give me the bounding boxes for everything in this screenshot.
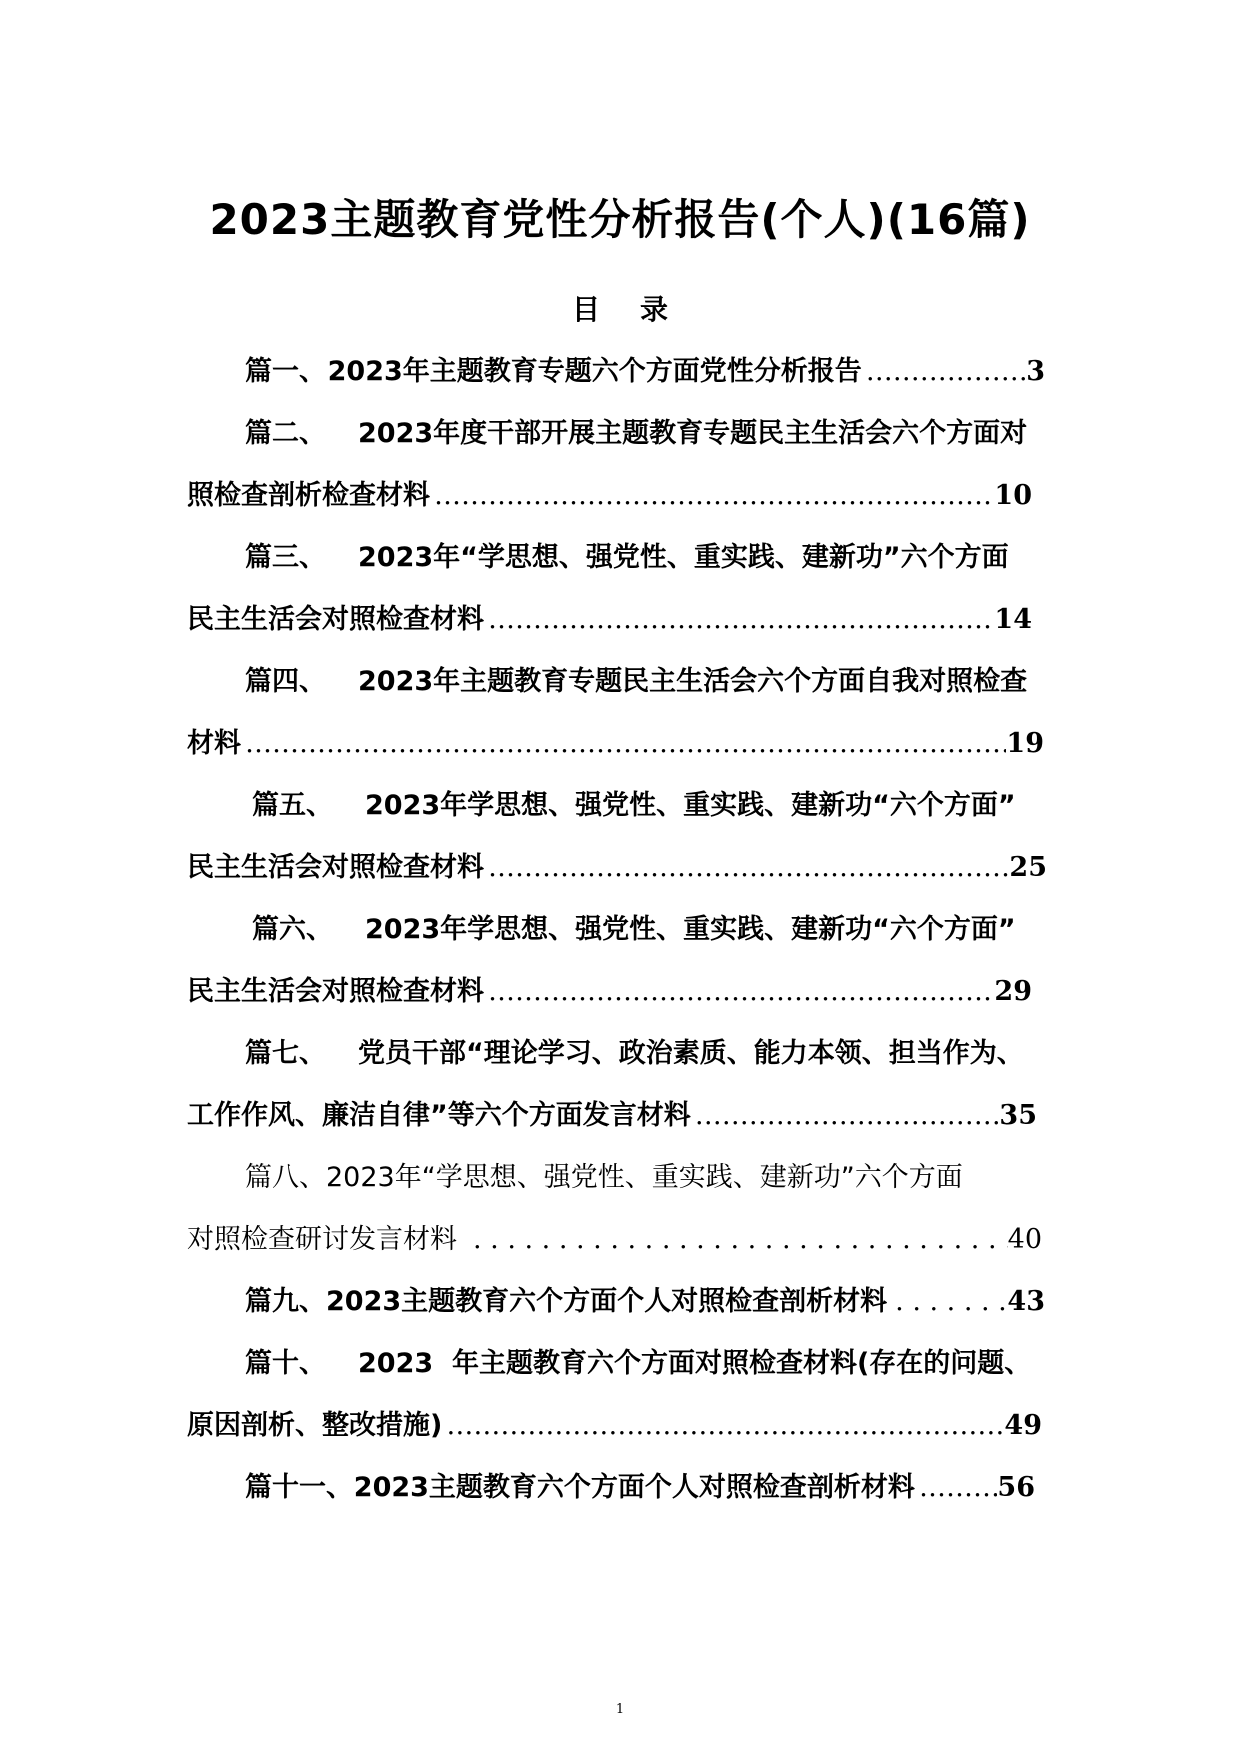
toc-leader-dots [862,350,1026,394]
toc-entry-11[interactable] [245,1466,1035,1510]
toc-entry-title-cont: 民主生活会对照检查材料 [187,604,484,635]
toc-entry-page: 10 [994,480,1032,511]
toc-entry-title: 党员干部“理论学习、政治素质、能力本领、担当作为、 [358,1038,1024,1069]
toc-entry-title: 2023主题教育六个方面个人对照检查剖析材料 [326,1286,888,1317]
toc-entry-title-cont: 材料 [187,728,241,759]
toc-entry-title-cont: 原因剖析、整改措施) [187,1410,443,1441]
toc-entry-4-continued[interactable] [187,722,1044,766]
toc-entry-label: 篇四、 [245,666,326,697]
toc-entry-2-continued[interactable] [187,474,1032,518]
toc-entry-label: 篇五、 [252,790,333,821]
toc-entry-page: 43 [1007,1286,1045,1317]
toc-leader-dots [484,970,994,1014]
toc-entry-5[interactable] [252,784,1016,828]
toc-leader-dots [430,474,994,518]
toc-entry-title-cont: 民主生活会对照检查材料 [187,852,484,883]
toc-leader-dots [484,598,994,642]
toc-entry-title: 2023年学思想、强党性、重实践、建新功“六个方面” [365,790,1016,821]
toc-entry-8[interactable] [245,1156,963,1200]
toc-entry-7-continued[interactable] [187,1094,1037,1138]
toc-entry-3-continued[interactable] [187,598,1032,642]
toc-entry-label: 篇三、 [245,542,326,573]
toc-leader-dots [887,1280,1007,1324]
toc-entry-page: 35 [999,1100,1037,1131]
toc-entry-title: 2023年度干部开展主题教育专题民主生活会六个方面对 [358,418,1028,449]
toc-leader-dots [915,1466,997,1510]
toc-leader-dots [484,846,1009,890]
toc-entry-5-continued[interactable] [187,846,1047,890]
toc-entry-page: 3 [1026,356,1045,387]
toc-entry-label: 篇六、 [252,914,333,945]
toc-entry-page: 56 [997,1472,1035,1503]
toc-entry-3[interactable] [245,536,1009,580]
toc-leader-dots [241,722,1006,766]
toc-entry-label: 篇七、 [245,1038,326,1069]
toc-leader-dots [457,1218,1008,1262]
toc-entry-label: 篇一、 [245,356,326,387]
toc-entry-10-continued[interactable] [187,1404,1042,1448]
toc-entry-label: 篇十、 [245,1348,326,1379]
toc-entry-10[interactable] [245,1342,1031,1386]
toc-entry-page: 40 [1007,1224,1042,1255]
toc-entry-label: 篇八、 [245,1162,326,1193]
toc-entry-title-cont: 工作作风、廉洁自律”等六个方面发言材料 [187,1100,691,1131]
toc-entry-page: 29 [994,976,1032,1007]
document-title: 2023主题教育党性分析报告(个人)(16篇) [209,195,1031,244]
toc-entry-title-cont: 民主生活会对照检查材料 [187,976,484,1007]
toc-entry-page: 19 [1006,728,1044,759]
toc-entry-title: 2023年主题教育专题民主生活会六个方面自我对照检查 [358,666,1028,697]
toc-entry-page: 49 [1004,1410,1042,1441]
toc-entry-title: 2023主题教育六个方面个人对照检查剖析材料 [353,1472,915,1503]
toc-entry-title: 2023年“学思想、强党性、重实践、建新功”六个方面 [358,542,1009,573]
toc-entry-label: 篇十一、 [245,1472,353,1503]
toc-entry-4[interactable] [245,660,1027,704]
toc-entry-2[interactable] [245,412,1027,456]
toc-leader-dots [691,1094,1000,1138]
toc-leader-dots [442,1404,1004,1448]
toc-entry-page: 25 [1009,852,1047,883]
toc-entry-7[interactable] [245,1032,1024,1076]
toc-entry-title-cont: 对照检查研讨发言材料 [187,1224,457,1255]
toc-entry-page: 14 [994,604,1032,635]
toc-entry-6-continued[interactable] [187,970,1032,1014]
toc-entry-6[interactable] [252,908,1016,952]
toc-entry-label: 篇二、 [245,418,326,449]
page-number: 1 [615,1702,625,1717]
toc-entry-label: 篇九、 [245,1286,326,1317]
toc-entry-title-cont: 照检查剖析检查材料 [187,480,430,511]
toc-entry-title: 2023年学思想、强党性、重实践、建新功“六个方面” [365,914,1016,945]
toc-entry-title: 2023年“学思想、强党性、重实践、建新功”六个方面 [326,1162,963,1193]
toc-entry-title: 2023年主题教育专题六个方面党性分析报告 [327,356,862,387]
toc-entry-1[interactable] [245,350,1045,394]
toc-entry-9[interactable] [245,1280,1045,1324]
toc-heading: 目录 [571,293,708,326]
toc-entry-8-continued[interactable] [187,1218,1042,1262]
toc-entry-title: 2023 年主题教育六个方面对照检查材料(存在的问题、 [358,1348,1032,1379]
